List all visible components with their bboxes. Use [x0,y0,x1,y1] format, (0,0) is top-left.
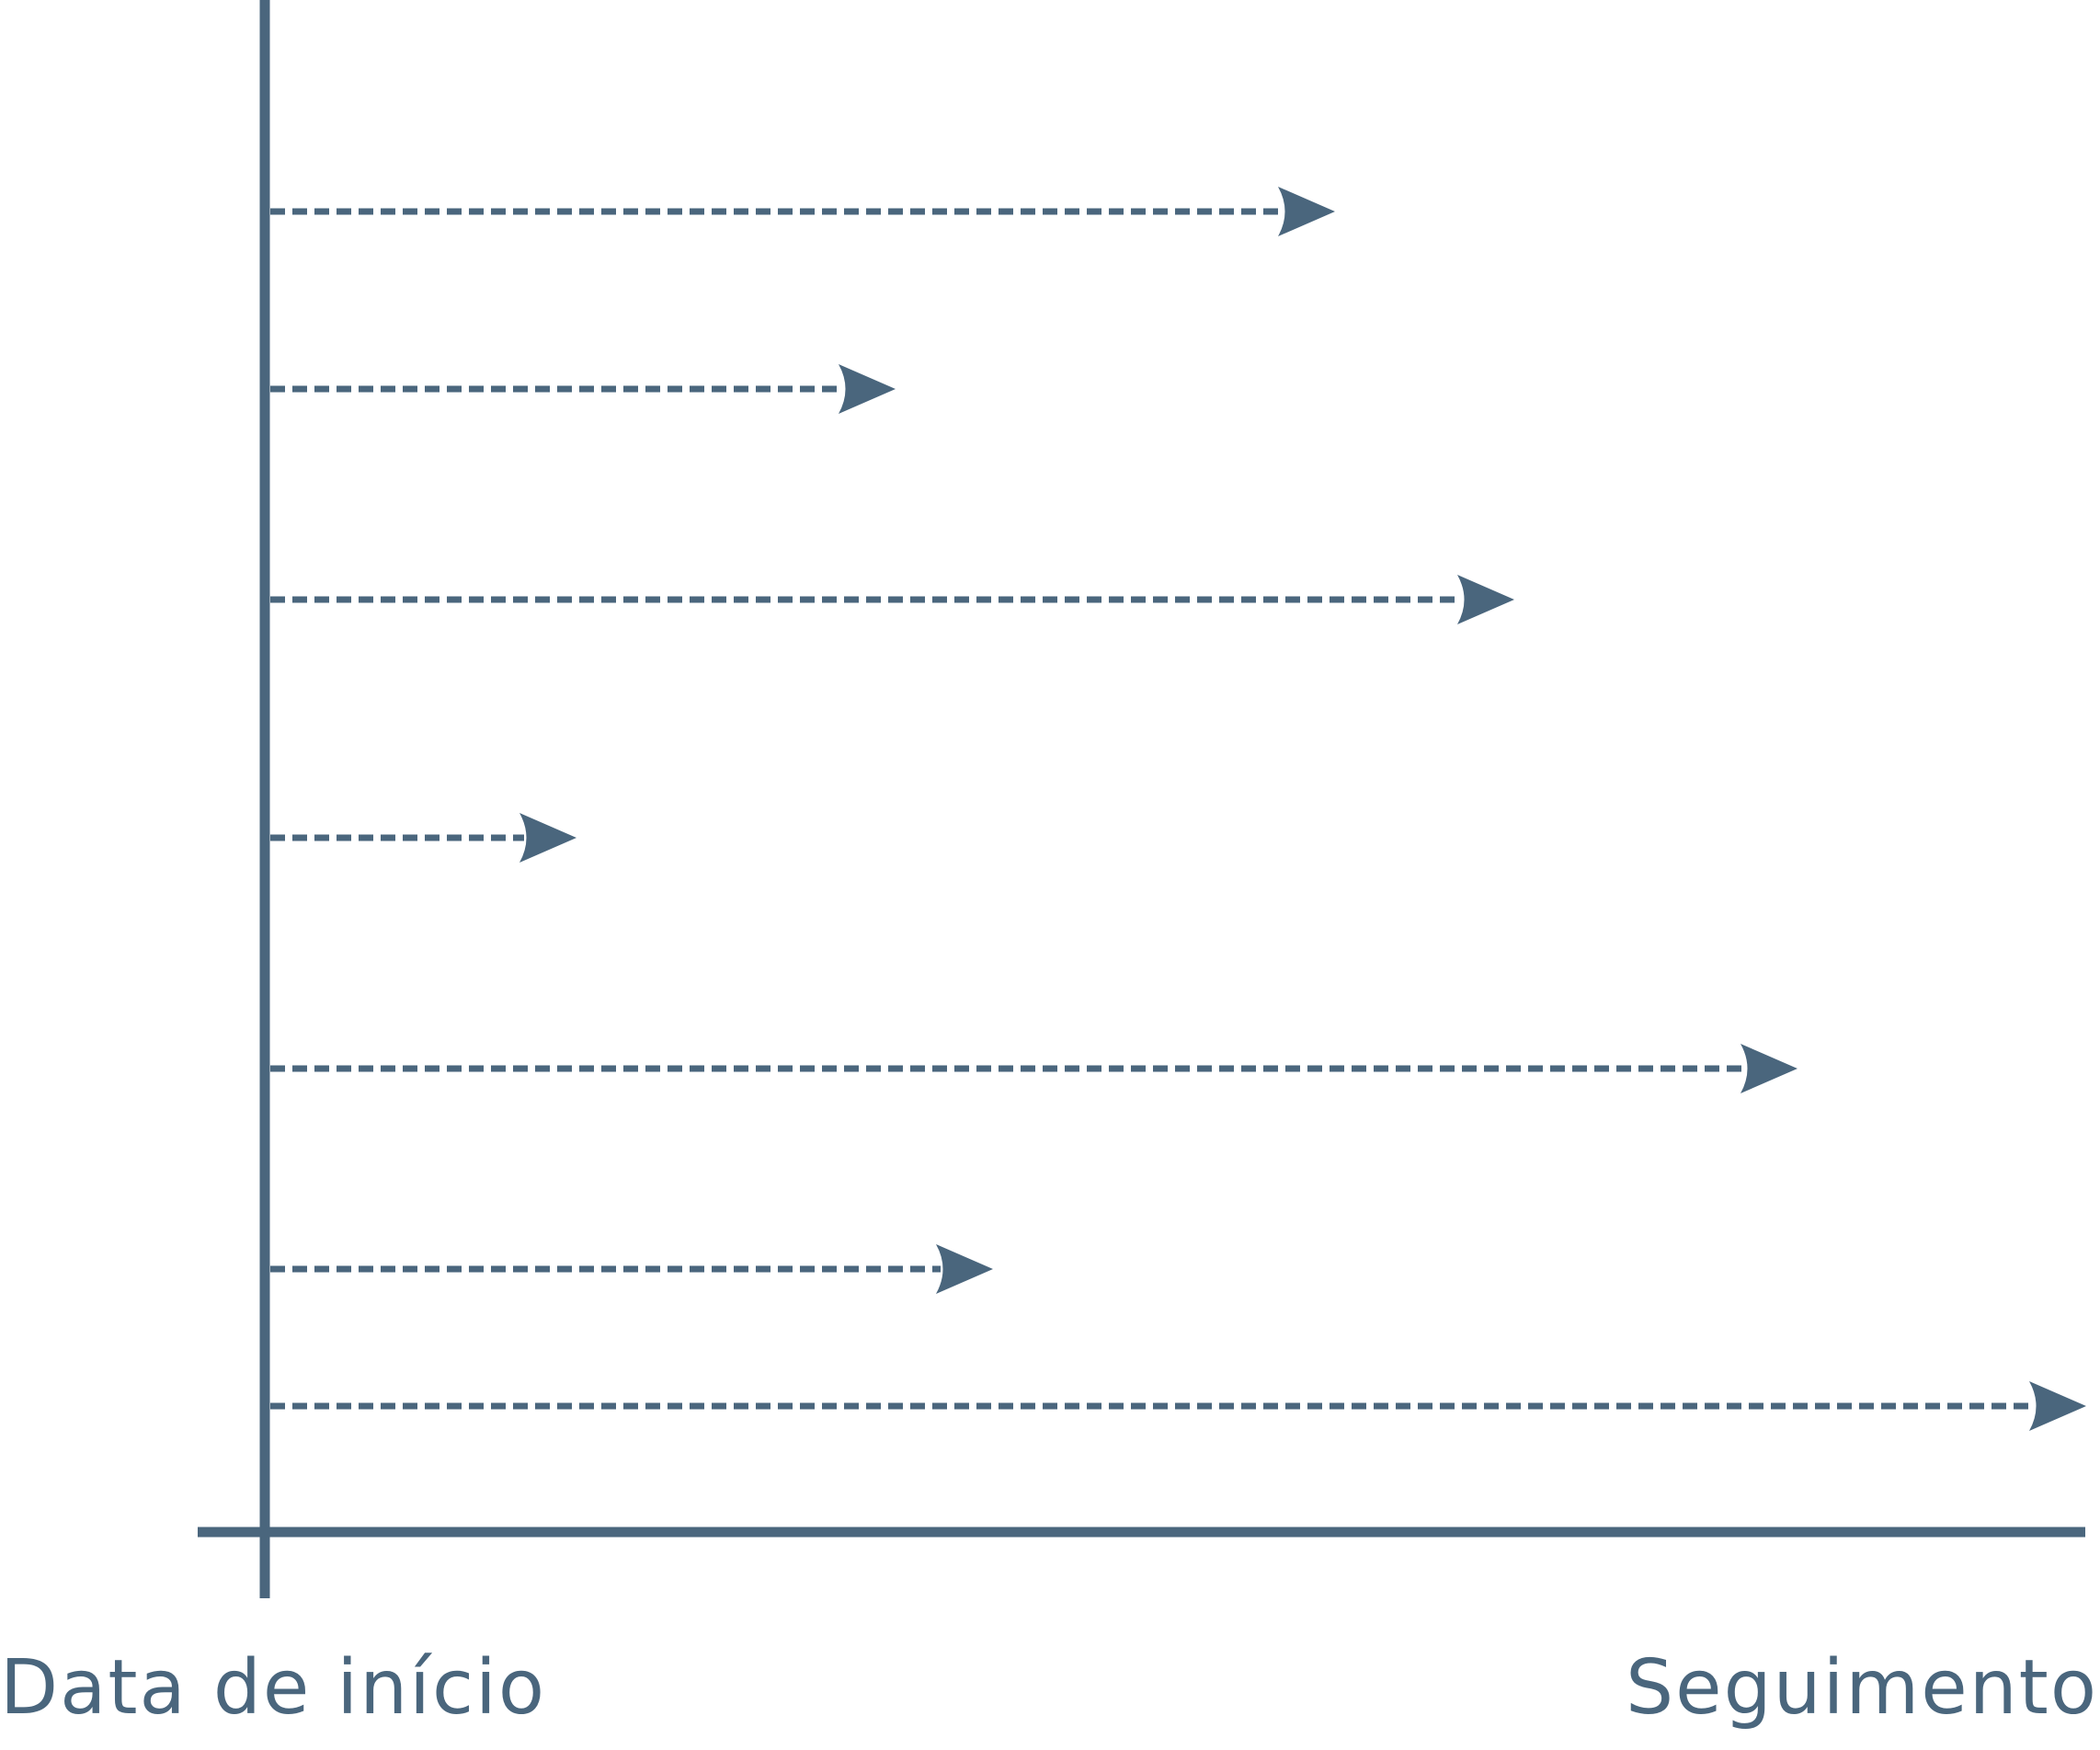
follow-up-arrow-1 [270,187,1335,236]
arrowhead-icon [936,1244,993,1294]
follow-up-label: Seguimento [1626,1644,2098,1732]
follow-up-arrow-5 [270,1044,1798,1093]
follow-up-arrow-6 [270,1244,993,1294]
arrowhead-icon [2029,1381,2086,1431]
arrowhead-icon [1457,575,1514,624]
follow-up-arrow-3 [270,575,1514,624]
arrowhead-icon [1278,187,1335,236]
arrowhead-icon [519,813,576,863]
start-date-label: Data de início [0,1644,546,1732]
follow-up-arrow-4 [270,813,576,863]
arrowhead-icon [839,364,896,414]
follow-up-arrow-2 [270,364,896,414]
arrowhead-icon [1740,1044,1798,1093]
follow-up-arrow-7 [270,1381,2086,1431]
